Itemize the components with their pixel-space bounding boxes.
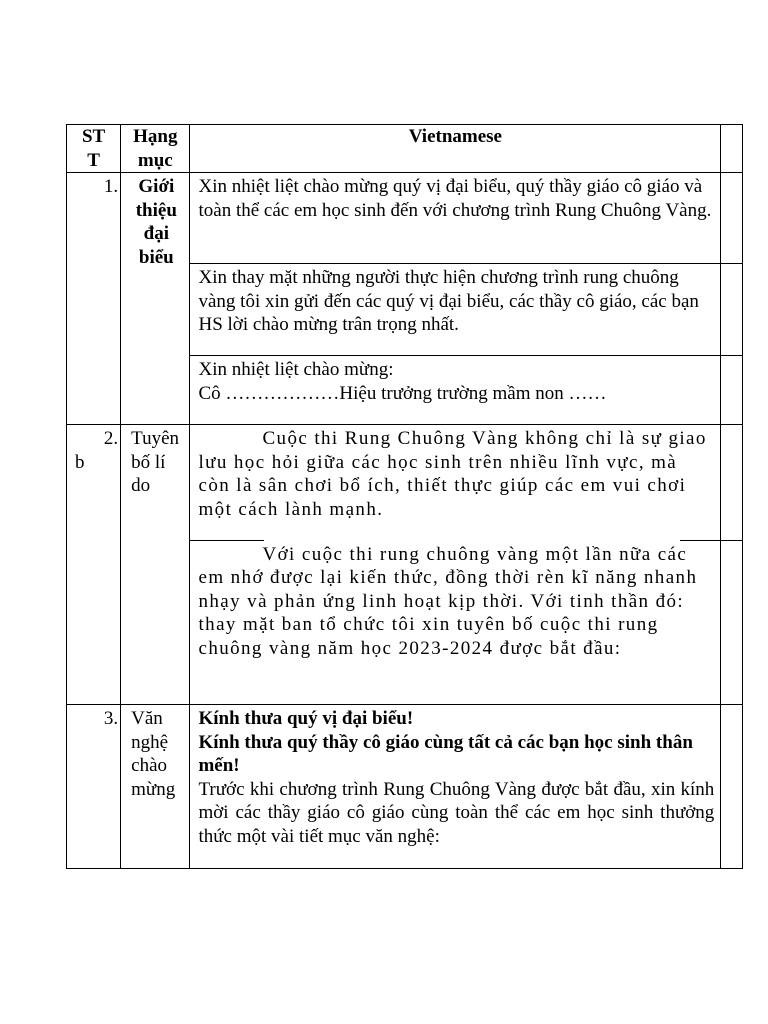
row-2-part-1: Cuộc thi Rung Chuông Vàng không chỉ là sự giao lưu học hỏi giữa các học sinh trên nhiều lĩnh vực, mà còn là sân chơi bổ ích, thiết thực giúp các em vui chơi một cách lành mạnh. <box>190 425 721 541</box>
invitation-text: Trước khi chương trình Rung Chuông Vàng được bắt đầu, xin kính mời các thầy giáo cô giáo cùng toàn thể các em học sinh thưởng thức một vài tiết mục văn nghệ: <box>198 778 715 847</box>
row-2-part-2: Với cuộc thi rung chuông vàng một lần nữa các em nhớ được lại kiến thức, đồng thời rèn kĩ năng nhanh nhạy và phản ứng linh hoạt kịp thời. Với tinh thần đó: thay mặt ban tổ chức tôi xin tuyên bố cuộc thi rung chuông vàng năm học 2023-2024 được bắt đầu: <box>190 541 721 705</box>
row-1-extra-3 <box>721 356 743 425</box>
program-table <box>66 124 743 869</box>
row-2-extra-1 <box>721 425 743 541</box>
table-header-row <box>67 125 743 173</box>
table-row <box>67 705 743 869</box>
table-row <box>67 173 743 264</box>
row-2-hang-muc: Tuyên bố lí do <box>121 425 190 705</box>
row-3-content <box>190 705 721 869</box>
row-1-extra-1 <box>721 173 743 264</box>
greeting-line-2: Kính thưa quý thầy cô giáo cùng tất cả các bạn học sinh thân mến! <box>198 731 693 776</box>
row-2-extra-2 <box>721 541 743 705</box>
header-hang-muc: Hạng mục <box>121 125 190 173</box>
row-1-hang-muc: Giới thiệu đại biểu <box>121 173 190 425</box>
header-stt: ST T <box>67 125 121 173</box>
row-3-hang-muc: Văn nghệ chào mừng <box>121 705 190 869</box>
row-1-extra-2 <box>721 264 743 356</box>
header-vietnamese: Vietnamese <box>190 125 721 173</box>
row-3-extra <box>721 705 743 869</box>
row-1-part-2: Xin thay mặt những người thực hiện chương trình rung chuông vàng tôi xin gửi đến các quý vị đại biểu, các thầy cô giáo, các bạn HS lời chào mừng trân trọng nhất. <box>190 264 721 356</box>
row-1-stt: 1. <box>67 173 121 425</box>
header-extra <box>721 125 743 173</box>
row-2-stt: 2. b <box>67 425 121 705</box>
greeting-line-1: Kính thưa quý vị đại biểu! <box>198 708 414 729</box>
table-row <box>67 425 743 541</box>
row-1-part-1: Xin nhiệt liệt chào mừng quý vị đại biểu, quý thầy giáo cô giáo và toàn thể các em học sinh đến với chương trình Rung Chuông Vàng. <box>190 173 721 264</box>
row-1-part-3: Xin nhiệt liệt chào mừng: Cô ………………Hiệu trưởng trường mầm non …… <box>190 356 721 425</box>
row-3-stt: 3. <box>67 705 121 869</box>
